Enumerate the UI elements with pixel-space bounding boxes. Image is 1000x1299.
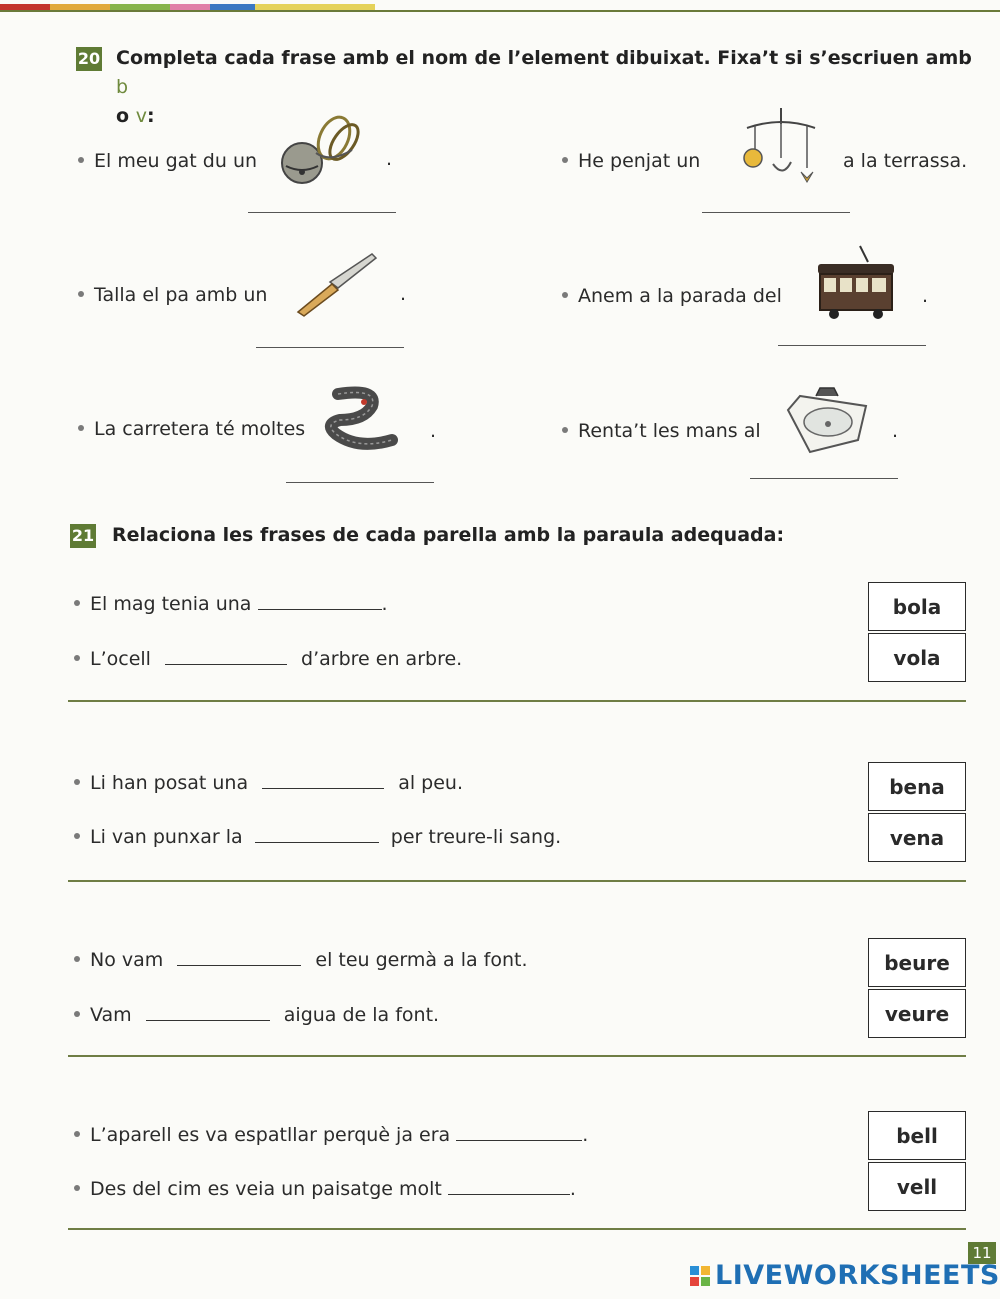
sentence-20-5: La carretera té moltes [78,418,305,440]
answer-blank[interactable] [258,595,382,610]
sentence-20-1-end: . [386,148,393,170]
word-box-vola[interactable]: vola [868,633,966,682]
washbasin-icon [780,380,872,458]
pair-divider [68,700,966,702]
word-box-veure[interactable]: veure [868,989,966,1038]
pair-1-sentence-1: El mag tenia una . [74,593,388,615]
answer-blank[interactable] [456,1126,582,1141]
sentence-20-3: Talla el pa amb un [78,284,267,306]
letter-v: v [135,105,147,127]
knife-icon [290,248,380,318]
sentence-20-2: He penjat un [562,150,700,172]
exercise-21-title: Relaciona les frases de cada parella amb la paraula adequada: [112,524,785,546]
answer-blank[interactable] [255,828,379,843]
answer-blank[interactable] [165,650,287,665]
word-box-vena[interactable]: vena [868,813,966,862]
answer-blank[interactable] [448,1180,570,1195]
top-color-strip [0,0,1000,14]
bell-icon [272,108,372,190]
mobile-icon [735,106,827,190]
answer-line-20-5[interactable] [286,482,434,483]
pair-1-sentence-2: L’ocell d’arbre en arbre. [74,648,462,670]
pair-divider [68,880,966,882]
pair-2-sentence-1: Li han posat una al peu. [74,772,463,794]
answer-line-20-6[interactable] [750,478,898,479]
sentence-20-3-end: . [400,283,407,305]
pair-4-sentence-2: Des del cim es veia un paisatge molt . [74,1178,576,1200]
liveworksheets-logo [690,1260,1000,1291]
pair-4-sentence-1: L’aparell es va espatllar perquè ja era . [74,1124,588,1146]
pair-2-sentence-2: Li van punxar la per treure-li sang. [74,826,561,848]
answer-line-20-4[interactable] [778,345,926,346]
pair-divider [68,1055,966,1057]
pair-3-sentence-2: Vam aigua de la font. [74,1004,439,1026]
exercise-20-title: Completa cada frase amb el nom de l’element dibuixat. Fixa’t si s’escriuen amb b o v: [116,47,972,127]
sentence-20-4-end: . [922,285,929,307]
sentence-20-6-end: . [892,420,899,442]
answer-blank[interactable] [262,774,384,789]
answer-line-20-3[interactable] [256,347,404,348]
page-number: 11 [968,1242,996,1264]
answer-line-20-2[interactable] [702,212,850,213]
answer-line-20-1[interactable] [248,212,396,213]
sentence-20-2-end: a la terrassa. [843,150,968,172]
letter-b: b [116,76,129,98]
word-box-beure[interactable]: beure [868,938,966,987]
curves-icon [318,380,404,456]
word-box-bola[interactable]: bola [868,582,966,631]
sentence-20-1: El meu gat du un [78,150,257,172]
pair-divider [68,1228,966,1230]
brand-text: LIVEWORKSHEETS [715,1260,1000,1291]
exercise-21-number: 21 [70,524,96,548]
sentence-20-4: Anem a la parada del [562,285,782,307]
word-box-bena[interactable]: bena [868,762,966,811]
answer-blank[interactable] [146,1006,270,1021]
answer-blank[interactable] [177,951,301,966]
tram-icon [810,244,900,322]
pair-3-sentence-1: No vam el teu germà a la font. [74,949,528,971]
word-box-vell[interactable]: vell [868,1162,966,1211]
sentence-20-6: Renta’t les mans al [562,420,761,442]
sentence-20-5-end: . [430,420,437,442]
word-box-bell[interactable]: bell [868,1111,966,1160]
liveworksheets-icon [690,1266,710,1286]
exercise-20-number: 20 [76,47,102,71]
